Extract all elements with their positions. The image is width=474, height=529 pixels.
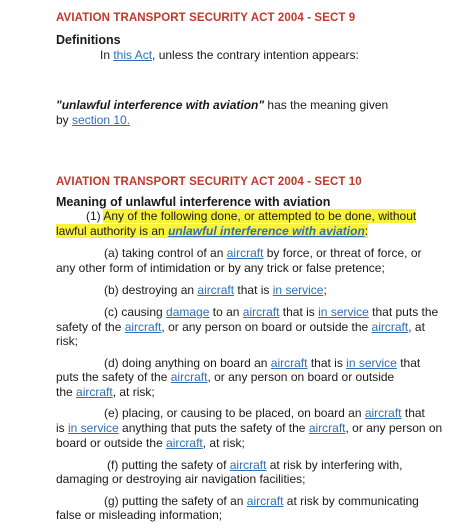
this-act-link[interactable]: this Act: [113, 48, 153, 62]
aircraft-link[interactable]: aircraft: [364, 406, 402, 420]
text: (e) placing, or causing to be placed, on board an: [104, 406, 365, 420]
in-service-link[interactable]: in service: [272, 283, 324, 297]
aircraft-link[interactable]: aircraft: [242, 305, 280, 319]
aircraft-link[interactable]: aircraft: [270, 356, 308, 370]
paragraph-a-line-2: any other form of intimidation or by any trick or false pretence;: [56, 261, 385, 275]
text: is: [56, 421, 68, 435]
aircraft-link[interactable]: aircraft: [197, 283, 235, 297]
paragraph-a-line-1: [104, 246, 422, 260]
aircraft-link[interactable]: aircraft: [124, 320, 162, 334]
section-9-header: AVIATION TRANSPORT SECURITY ACT 2004 - SECT 9: [56, 12, 356, 24]
text: , or any person on board or outside: [207, 370, 395, 384]
aircraft-link[interactable]: aircraft: [246, 494, 284, 508]
text: (c) causing: [104, 305, 167, 319]
paragraph-d-line-3: [56, 385, 155, 399]
text: that: [396, 356, 421, 370]
paragraph-c-line-1: [104, 305, 438, 319]
text: (b) destroying an: [104, 283, 198, 297]
paragraph-e-line-3: [56, 436, 245, 450]
definition-by-text: by: [56, 113, 73, 127]
text: that is: [234, 283, 273, 297]
section-10-header: AVIATION TRANSPORT SECURITY ACT 2004 - SECT 10: [56, 176, 362, 188]
text: puts the safety of the: [56, 370, 171, 384]
aircraft-link[interactable]: aircraft: [308, 421, 346, 435]
text: that is: [307, 356, 347, 370]
paragraph-e-line-1: [104, 406, 425, 420]
text: (g) putting the safety of an: [104, 494, 247, 508]
damage-link[interactable]: damage: [166, 305, 210, 319]
text: by force, or threat of force, or: [263, 246, 422, 260]
text: at risk by communicating: [283, 494, 419, 508]
paragraph-c-line-2: [56, 320, 425, 334]
text: , at risk;: [202, 436, 245, 450]
text: , at risk;: [112, 385, 155, 399]
section-10-title: Meaning of unlawful interference with aviation: [56, 195, 331, 209]
in-service-link[interactable]: in service: [318, 305, 369, 319]
text: , at: [408, 320, 425, 334]
text: safety of the: [56, 320, 125, 334]
in-service-link[interactable]: in service: [68, 421, 119, 435]
highlighted-text: Any of the following done, or attempted to be done, without: [103, 209, 417, 223]
text: at risk by interfering with,: [266, 458, 403, 472]
aviation-link[interactable]: aviation: [319, 224, 365, 238]
paragraph-d-line-2: [56, 370, 394, 384]
paragraph-g-line-2: false or misleading information;: [56, 508, 223, 522]
text: board or outside the: [56, 436, 167, 450]
intro-text-pre: In: [100, 48, 114, 62]
text: ;: [323, 283, 327, 297]
paragraph-f-line-2: damaging or destroying air navigation facilities;: [56, 472, 306, 486]
text: the: [56, 385, 77, 399]
paragraph-f-line-1: [107, 458, 402, 472]
highlighted-text: lawful authority is an: [56, 224, 169, 238]
text: (a) taking control of an: [104, 246, 227, 260]
text: (d) doing anything on board an: [104, 356, 271, 370]
section-10-link[interactable]: section 10.: [72, 113, 131, 127]
paragraph-d-line-1: [104, 356, 420, 370]
unlawful-interference-link[interactable]: unlawful interference with: [168, 224, 320, 238]
text: that: [401, 406, 425, 420]
paragraph-g-line-1: [104, 494, 419, 508]
definition-text: has the meaning given: [264, 98, 389, 112]
aircraft-link[interactable]: aircraft: [166, 436, 203, 450]
paragraph-b: [104, 283, 327, 297]
subsection-1-line-2: [56, 224, 368, 238]
aircraft-link[interactable]: aircraft: [229, 458, 267, 472]
paragraph-c-line-3: risk;: [56, 334, 78, 348]
paragraph-e-line-2: [56, 421, 442, 435]
punctuation: :: [364, 224, 369, 238]
definition-line-2: [56, 113, 130, 127]
section-9-title: Definitions: [56, 33, 121, 47]
definition-term: "unlawful interference with aviation": [56, 98, 265, 112]
aircraft-link[interactable]: aircraft: [226, 246, 264, 260]
text: anything that puts the safety of the: [118, 421, 309, 435]
text: to an: [209, 305, 243, 319]
aircraft-link[interactable]: aircraft: [371, 320, 409, 334]
subsection-number: (1): [86, 209, 104, 223]
text: that puts the: [368, 305, 439, 319]
text: (f) putting the safety of: [107, 458, 230, 472]
definition-line-1: [56, 98, 388, 112]
text: , or any person on board or outside the: [161, 320, 372, 334]
text: that is: [279, 305, 319, 319]
intro-text-post: , unless the contrary intention appears:: [152, 48, 359, 62]
subsection-1-line-1: [86, 209, 416, 223]
text: , or any person on: [345, 421, 443, 435]
aircraft-link[interactable]: aircraft: [76, 385, 113, 399]
section-9-intro: [100, 48, 359, 62]
aircraft-link[interactable]: aircraft: [170, 370, 208, 384]
in-service-link[interactable]: in service: [346, 356, 397, 370]
